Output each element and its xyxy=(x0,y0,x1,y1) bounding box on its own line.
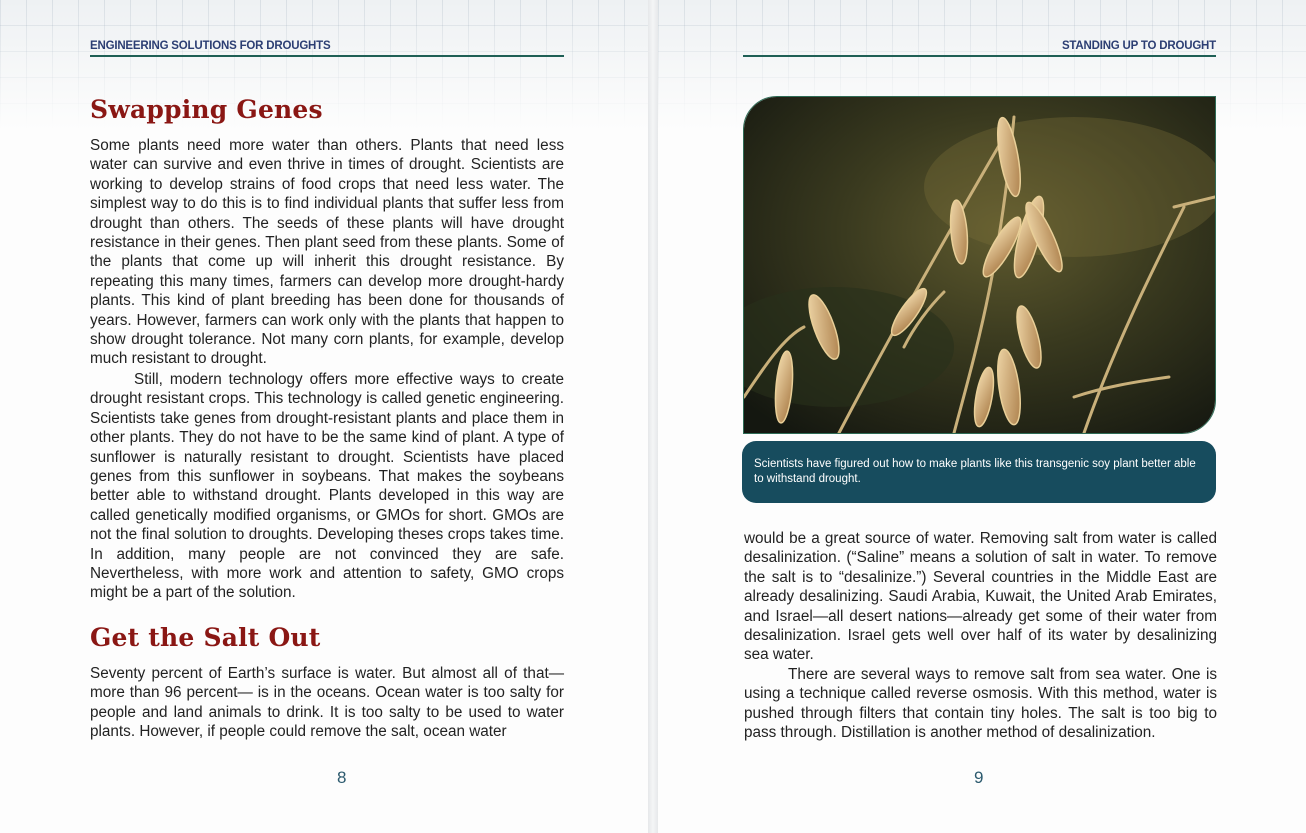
header-rule-right xyxy=(743,55,1216,57)
paragraph-4: would be a great source of water. Removing salt from water is called desalinization. (“Saline” means a solution of salt in water. To remove the salt is to “desalinize.”) Several countries in the Middle East are already desalinizing. Saudi Arabia, Kuwait, the United Arab Emirates, and Israel—all desert nations—already get some of their water from desalinization. Israel gets well over half of its water by desalinizing sea water. xyxy=(744,530,1217,664)
heading-swapping-genes: Swapping Genes xyxy=(90,95,323,124)
soy-plant-photo xyxy=(743,96,1216,434)
right-page xyxy=(658,0,1306,833)
photo-caption: Scientists have figured out how to make plants like this transgenic soy plant better able to withstand drought. xyxy=(742,441,1216,503)
paragraph-3: Seventy percent of Earth’s surface is water. But almost all of that—more than 96 percent— is in the oceans. Ocean water is too salty for people and land animals to drink. It is too salty to be used to water plants. However, if people could remove the salt, ocean water xyxy=(90,665,564,741)
header-rule-left xyxy=(90,55,564,57)
page-number-left: 8 xyxy=(337,768,347,787)
paragraph-1: Some plants need more water than others. Plants that need less water can survive and even thrive in times of drought. Scientists are working to develop strains of food crops that need less water. The simplest way to do this is to find individual plants that suffer less from drought than others. The seeds of these plants will have drought resistance in their genes. Then plant seed from these plants. Some of the plants that come up will inherit this drought resistance. By repeating this many times, farmers can develop more drought-hardy plants. This kind of plant breeding has been done for thousands of years. However, farmers can work only with the plants that happen to show drought tolerance. Not many corn plants, for example, develop much resistant to drought. xyxy=(90,137,564,368)
running-head-left: ENGINEERING SOLUTIONS FOR DROUGHTS xyxy=(90,40,331,52)
paragraph-2: Still, modern technology offers more effective ways to create drought resistant crops. This technology is called genetic engineering. Scientists take genes from drought-resistant plants and place them in other plants. They do not have to be the same kind of plant. A type of sunflower is naturally resistant to drought. Scientists have placed genes from this sunflower in soybeans. That makes the soybeans better able to withstand drought. Plants developed in this way are called genetically modified organisms, or GMOs for short. GMOs are not the final solution to droughts. Developing theses crops takes time. In addition, many people are not convinced they are safe. Nevertheless, with more work and attention to safety, GMO crops might be a part of the solution. xyxy=(90,371,564,602)
paragraph-5: There are several ways to remove salt from sea water. One is using a technique called reverse osmosis. With this method, water is pushed through filters that contain tiny holes. The salt is too big to pass through. Distillation is another method of desalinization. xyxy=(744,666,1217,742)
left-page xyxy=(0,0,648,833)
page-number-right: 9 xyxy=(974,768,984,787)
book-gutter xyxy=(648,0,658,833)
running-head-right: STANDING UP TO DROUGHT xyxy=(1061,40,1216,52)
heading-get-the-salt-out: Get the Salt Out xyxy=(90,623,321,652)
